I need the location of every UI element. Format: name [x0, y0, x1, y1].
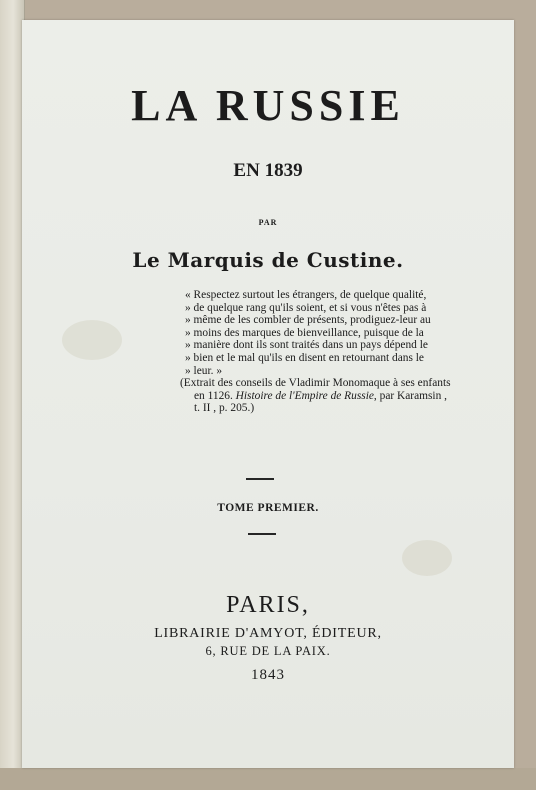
epigraph-line: » même de les combler de présents, prodiguez-leur au	[185, 314, 431, 327]
epigraph-line: » bien et le mal qu'ils en disent en retournant dans le	[185, 351, 424, 364]
imprint-publisher: LIBRAIRIE D'AMYOT, ÉDITEUR,	[154, 626, 382, 641]
book-subtitle: EN 1839	[233, 160, 303, 181]
by-line: PAR	[258, 218, 278, 227]
divider-rule	[246, 478, 274, 480]
epigraph-line: « Respectez surtout les étrangers, de quelque qualité,	[185, 289, 427, 301]
epigraph	[185, 289, 447, 377]
volume-label: TOME PREMIER.	[217, 502, 319, 514]
table-surface	[0, 768, 536, 790]
title-page	[22, 20, 514, 768]
paper-stain	[402, 540, 452, 576]
epigraph-attribution	[180, 377, 450, 415]
attribution-line	[180, 390, 450, 403]
imprint-year: 1843	[251, 667, 285, 683]
source-title: Histoire de l'Empire de Russie	[235, 389, 374, 402]
epigraph-line: » moins des marques de bienveillance, puisque de la	[185, 326, 424, 339]
imprint-city: PARIS,	[226, 592, 310, 618]
attribution-line: t. II , p. 205.)	[194, 402, 255, 415]
paper-stain	[62, 320, 122, 360]
attribution-date: en 1126.	[194, 389, 236, 402]
book-title: LA RUSSIE	[131, 81, 405, 130]
source-author: , par Karamsin ,	[373, 389, 447, 402]
epigraph-line: » leur. »	[185, 364, 223, 377]
attribution-line: (Extrait des conseils de Vladimir Monomaque à ses enfants	[180, 377, 451, 389]
imprint-address: 6, RUE DE LA PAIX.	[205, 644, 331, 658]
divider-rule	[248, 533, 276, 535]
epigraph-line: » de quelque rang qu'ils soient, et si vous n'êtes pas à	[185, 301, 427, 314]
epigraph-line: » manière dont ils sont traités dans un pays dépend le	[185, 339, 428, 352]
author-name: Le Marquis de Custine.	[132, 248, 404, 272]
